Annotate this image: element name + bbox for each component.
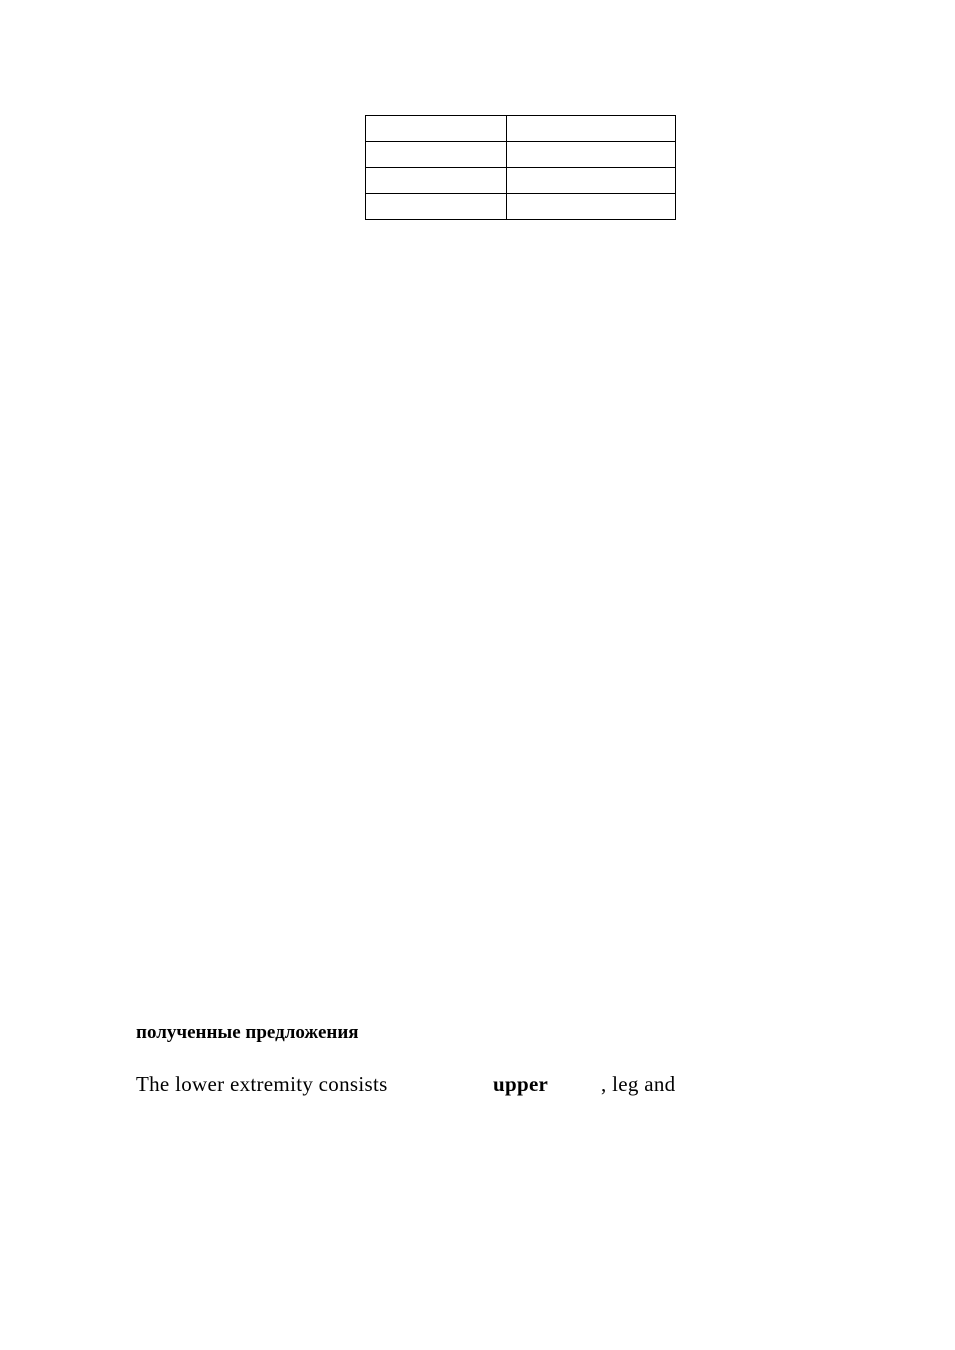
table-cell bbox=[366, 194, 507, 220]
empty-table bbox=[365, 115, 676, 220]
table-row bbox=[366, 168, 676, 194]
table-cell bbox=[507, 194, 676, 220]
table-cell bbox=[366, 142, 507, 168]
table-row bbox=[366, 194, 676, 220]
table-cell bbox=[507, 168, 676, 194]
table-cell bbox=[507, 142, 676, 168]
table-row bbox=[366, 142, 676, 168]
table-cell bbox=[507, 116, 676, 142]
table-cell bbox=[366, 116, 507, 142]
sentence-fragment-bold: upper bbox=[493, 1072, 549, 1096]
table-cell bbox=[366, 168, 507, 194]
section-heading: полученные предложения bbox=[136, 1022, 359, 1043]
sentence-fragment-start: The lower extremity consists bbox=[136, 1072, 388, 1096]
sentence-fragment-end: , leg and bbox=[601, 1072, 676, 1096]
table-row bbox=[366, 116, 676, 142]
